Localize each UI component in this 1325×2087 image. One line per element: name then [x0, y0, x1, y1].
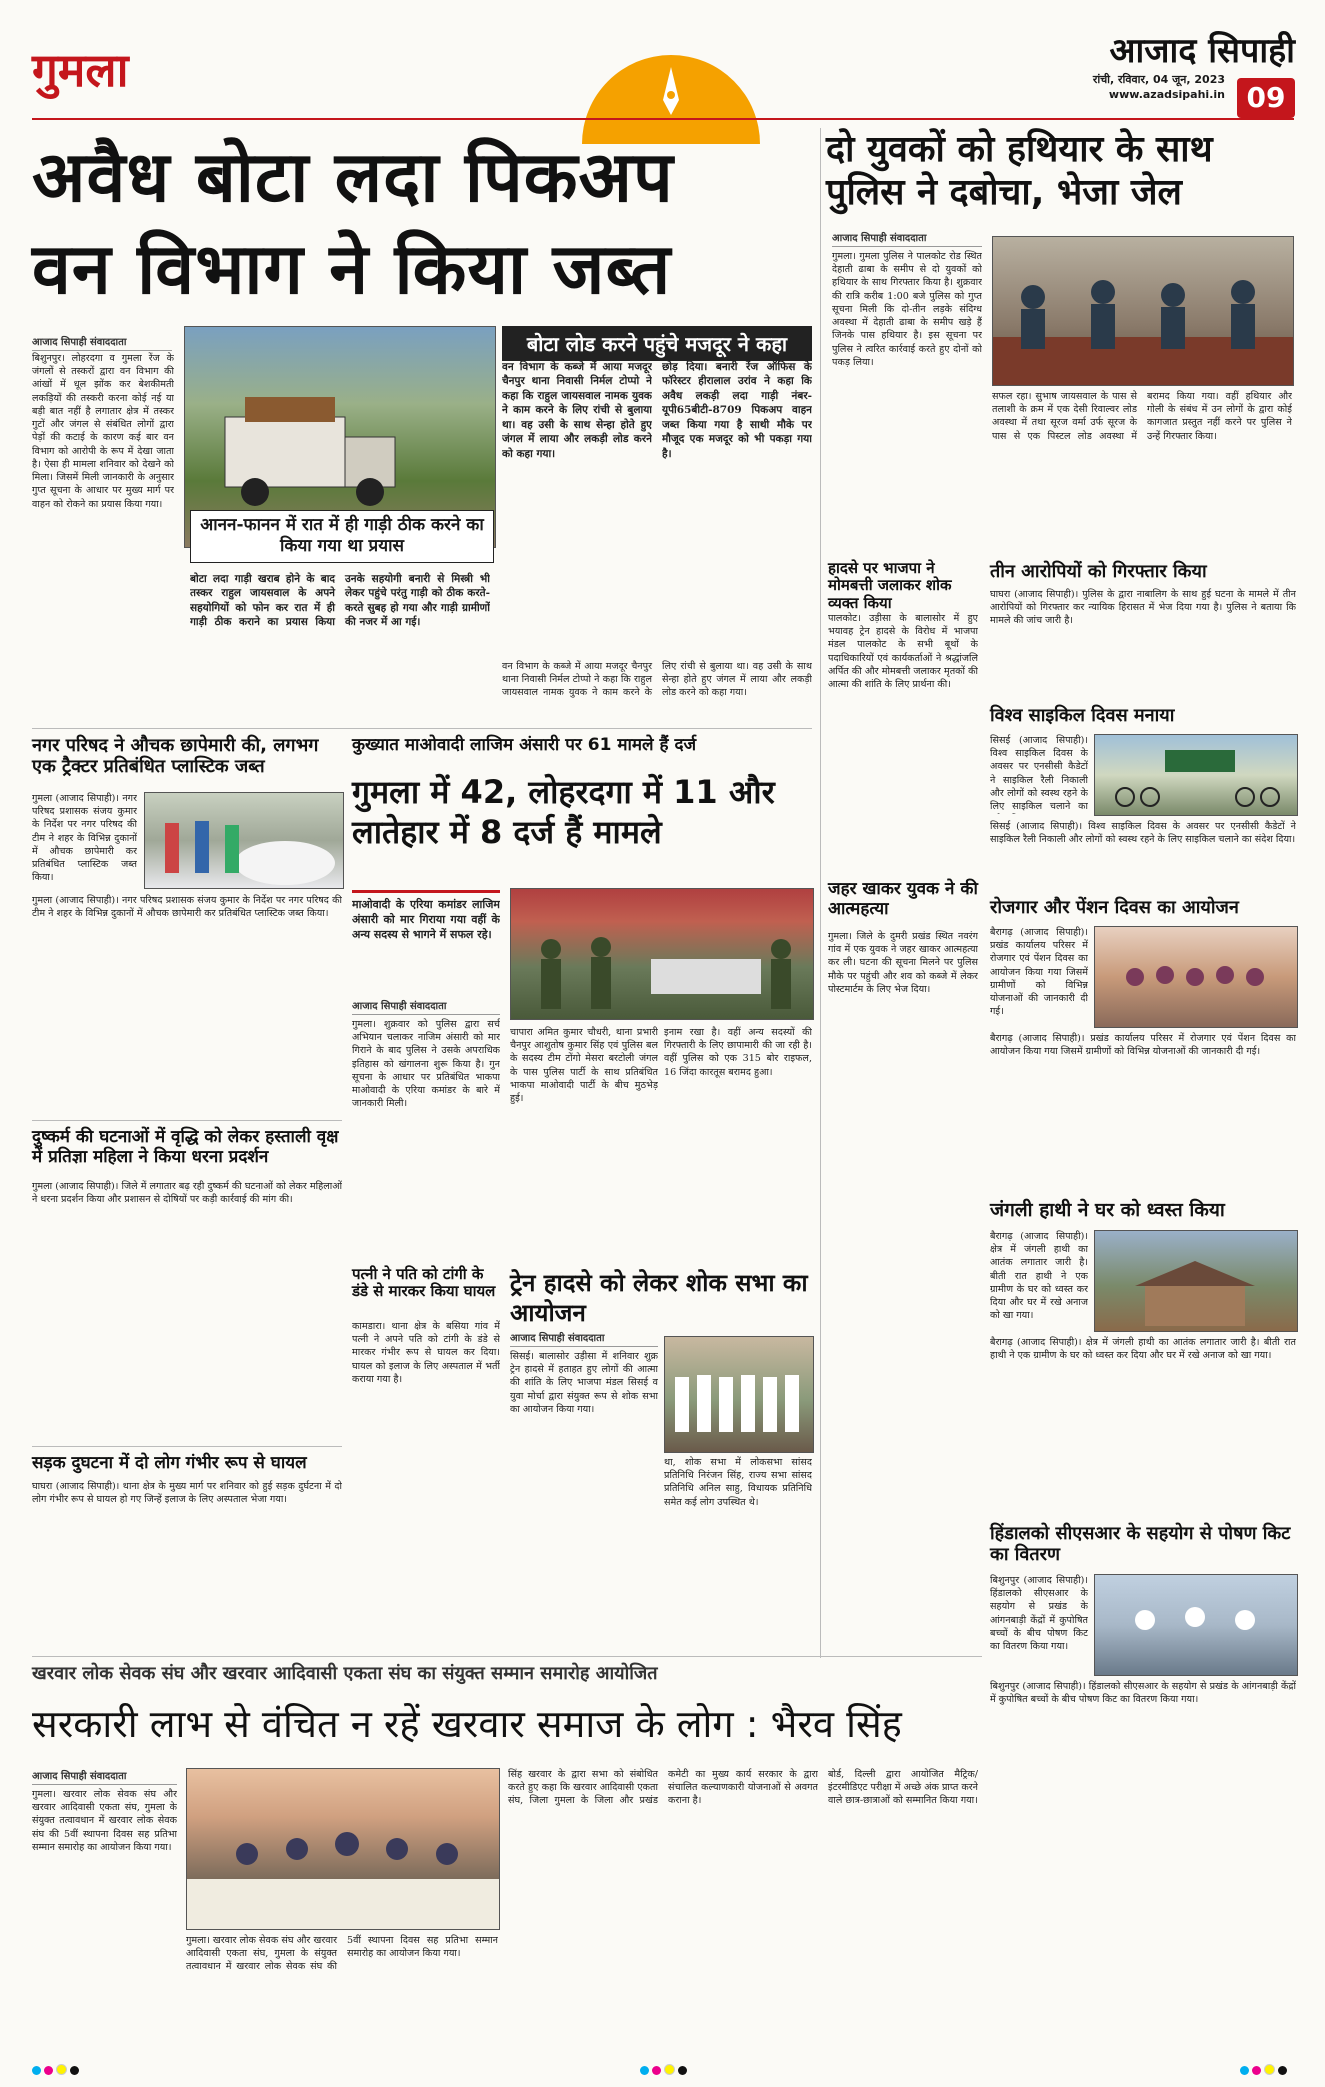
- side-headline: बोटा लोड करने पहुंचे मजदूर ने कहा: [502, 326, 812, 361]
- condolence-headline: ट्रेन हादसे को लेकर शोक सभा का आयोजन: [510, 1269, 808, 1327]
- arrest-photo: [992, 236, 1294, 386]
- train-accident-body: पालकोट। उड़ीसा के बालासोर में हुए भयावह ट्रेन हादसे के विरोध में भाजपा मंडल पालकोट के सभी बूथों के पदाधिकारियों एवं कार्यकर्ताओं ने श्रद्धांजलि अर्पित की और मोमबत्ती जलाकर मृतकों की आत्मा की शांति के लिए प्रार्थना की।: [828, 613, 978, 691]
- website: www.azadsipahi.in: [1108, 88, 1225, 101]
- employment-headline: रोजगार और पेंशन दिवस का आयोजन: [990, 897, 1239, 918]
- maoist-headline: गुमला में 42, लोहरदगा में 11 और लातेहार में 8 दर्ज हैं मामले: [352, 773, 775, 851]
- kharwar-photo: [186, 1768, 500, 1930]
- condolence-photo: [664, 1336, 814, 1453]
- masthead-rule: [32, 118, 1294, 120]
- kharwar-kicker: खरवार लोक सेवक संघ और खरवार आदिवासी एकता संघ का संयुक्त सम्मान समारोह आयोजित: [32, 1663, 658, 1684]
- train-accident-headline: हादसे पर भाजपा ने मोमबत्ती जलाकर शोक व्यक्त किया: [828, 559, 952, 612]
- plastic-body: गुमला (आजाद सिपाही)। नगर परिषद प्रशासक संजय कुमार के निर्देश पर नगर परिषद की टीम ने शहर के विभिन्न दुकानों में औचक छापेमारी कर प्रतिबंधित प्लास्टिक जब्त किया।: [32, 793, 137, 884]
- maoist-byline: आजाद सिपाही संवाददाता: [352, 998, 500, 1015]
- lead-body: बिशुनपुर। लोहरदगा व गुमला रेंज के जंगलों से तस्करों द्वारा वन विभाग की आंखों में धूल झोंक कर बेशकीमती लकड़ियों की तस्करी करना कोई नई या बड़ी बात नहीं है लगातार क्षेत्र में तस्कर गुटों और जंगल से संबंधित लोगों द्वारा पेड़ों की कटाई के कारण कई बार वन विभाग को आरोपी के रूप में देखा जाता है। ऐसा ही मामला शनिवार को देखने को मिला। जिसमें मिली जानकारी के अनुसार गुप्त सूचना के आधार पर मुख्य मार्ग पर वाहन को रोकने का प्रयास किया गया।: [32, 353, 174, 510]
- elephant-photo: [1094, 1230, 1298, 1332]
- maoist-kicker: कुख्यात माओवादी लाजिम अंसारी पर 61 मामले हैं दर्ज: [352, 735, 697, 755]
- page-number: 09: [1237, 78, 1295, 118]
- lead-byline: आजाद सिपाही संवाददाता: [32, 334, 172, 351]
- cycle-day-headline: विश्व साइकिल दिवस मनाया: [990, 705, 1175, 726]
- kharwar-body-2: सिंह खरवार के द्वारा सभा को संबोधित करते हुए कहा कि खरवार आदिवासी एकता संघ, जिला गुमला के जिला और प्रखंड कमेटी का मुख्य कार्य सरकार के द्वारा संचालित कल्याणकारी योजनाओं से अवगत कराना है।: [508, 1769, 818, 1807]
- divider: [32, 1120, 342, 1121]
- color-registration-left: [32, 2060, 82, 2079]
- color-registration-center: [640, 2060, 690, 2079]
- divider: [32, 1656, 982, 1657]
- divider: [32, 728, 812, 729]
- suicide-body: गुमला। जिले के दुमरी प्रखंड स्थित नवरंग गांव में एक युवक ने जहर खाकर आत्महत्या कर ली। घटना की सूचना मिलने पर पुलिस मौके पर पहुंची और शव को कब्जे में लेकर पोस्टमार्टम के लिए भेज दिया।: [828, 931, 978, 995]
- employment-photo: [1094, 926, 1298, 1028]
- lead-photo-caption: आनन-फानन में रात में ही गाड़ी ठीक करने का किया गया था प्रयास: [190, 510, 494, 563]
- cycle-day-body-2: सिसई (आजाद सिपाही)। विश्व साइकिल दिवस के अवसर पर एनसीसी कैडेटों ने साइकिल रैली निकाली और लोगों को स्वस्थ रहने के लिए साइकिल चलाने का संदेश दिया।: [990, 821, 1296, 846]
- cycle-photo: [1094, 734, 1298, 816]
- right-lead-body-2: सफल रहा। सुभाष जायसवाल के पास से तलाशी के क्रम में एक देसी रिवाल्वर लोड अवस्था में तथा सूरज वर्मा उर्फ सूरज के पास से एक पिस्टल लोड अवस्था में बरामद किया गया। वहीं हथियार और गोली के संबंध में उन लोगों के द्वारा कोई कागजात प्रस्तुत नहीं करने पर पुलिस ने उन्हें गिरफ्तार किया।: [992, 391, 1292, 442]
- nutrition-photo: [1094, 1574, 1298, 1676]
- elephant-body: बैरागढ़ (आजाद सिपाही)। क्षेत्र में जंगली हाथी का आतंक लगातार जारी है। बीती रात हाथी ने एक ग्रामीण के घर को ध्वस्त कर दिया और घर में रखे अनाज को खा गया।: [990, 1231, 1088, 1322]
- side-body-2: छोड़ दिया। बनारी रेंज ऑफिस के फॉरेस्टर हीरालाल उरांव ने कहा कि अवैध लकड़ी लदा गाड़ी नंबर-यूपी65बीटी-8709 पिकअप वाहन जब्त किया गया है साथी मौके पर मौजूद एक मजदूर को भी पकड़ा गया है।: [662, 361, 812, 460]
- lead-bottom-body: बोटा लदा गाड़ी खराब होने के बाद तस्कर राहुल जायसवाल के अपने सहयोगियों को फोन कर रात में ही गाड़ी ठीक कराने का प्रयास किया उनके सहयोगी बनारी से मिस्त्री भी लेकर पहुंचे परंतु गाड़ी को ठीक करते-करते सुबह हो गया और गाड़ी ग्रामीणों की नजर में आ गई।: [190, 573, 490, 629]
- maoist-body: गुमला। शुक्रवार को पुलिस द्वारा सर्च अभियान चलाकर नाजिम अंसारी को मार गिराने के बाद पुलिस ने उसके अपराधिक इतिहास को खंगालना शुरू किया है। गुन सूचना के आधार पर प्रतिबंधित भाकपा माओवादी के एरिया कमांडर के बारे में जानकारी मिली।: [352, 1019, 500, 1110]
- dharna-headline: दुष्कर्म की घटनाओं में वृद्धि को लेकर हस्ताली वृक्ष में प्रतिज्ञा महिला ने किया धरना प्रदर्शन: [32, 1127, 339, 1167]
- plastic-body-2: गुमला (आजाद सिपाही)। नगर परिषद प्रशासक संजय कुमार के निर्देश पर नगर परिषद की टीम ने शहर के विभिन्न दुकानों में औचक छापेमारी कर प्रतिबंधित प्लास्टिक जब्त किया।: [32, 895, 342, 920]
- husband-body: कामडारा। थाना क्षेत्र के बसिया गांव में पत्नी ने अपने पति को टांगी के डंडे से मारकर गंभीर रूप से घायल कर दिया। घायल को इलाज के लिए अस्पताल में भर्ती कराया गया है।: [352, 1321, 500, 1385]
- nutrition-body: बिशुनपुर (आजाद सिपाही)। हिंडालको सीएसआर के सहयोग से प्रखंड के आंगनबाड़ी केंद्रों में कुपोषित बच्चों के बीच पोषण किट का वितरण किया गया।: [990, 1575, 1088, 1653]
- maoist-body-2: चापारा अमित कुमार चौधरी, थाना प्रभारी चैनपुर आशुतोष कुमार सिंह एवं पुलिस बल के सदस्य टीम टोंगो मेसरा बरटोली जंगल के पास पुलिस पार्टी के साथ प्रतिबंधित भाकपा माओवादी पार्टी के बीच मुठभेड़ हुई।: [510, 1027, 658, 1105]
- condolence-body: सिसई। बालासोर उड़ीसा में शनिवार शुक्र ट्रेन हादसे में हताहत हुए लोगों की आत्मा की शांति के लिए भाजपा मंडल सिसई व युवा मोर्चा द्वारा संयुक्त रूप से शोक सभा का आयोजन किया गया।: [510, 1351, 658, 1415]
- right-lead-byline: आजाद सिपाही संवाददाता: [832, 230, 982, 247]
- lead-bottom-body-2: वन विभाग के कब्जे में आया मजदूर चैनपुर थाना निवासी निर्मल टोप्पो ने कहा कि राहुल जायसवाल नामक युवक ने काम करने के लिए रांची से बुलाया था। वह उसी के साथ सेन्हा होते हुए जंगल में लाया और लकड़ी लोड करने को कहा गया।: [502, 661, 812, 699]
- employment-body: बैरागढ़ (आजाद सिपाही)। प्रखंड कार्यालय परिसर में रोजगार एवं पेंशन दिवस का आयोजन किया गया जिसमें ग्रामीणों को विभिन्न योजनाओं की जानकारी दी गई।: [990, 927, 1088, 1018]
- elephant-body-2: बैरागढ़ (आजाद सिपाही)। क्षेत्र में जंगली हाथी का आतंक लगातार जारी है। बीती रात हाथी ने एक ग्रामीण के घर को ध्वस्त कर दिया और घर में रखे अनाज को खा गया।: [990, 1337, 1296, 1362]
- color-registration-right: [1240, 2060, 1290, 2079]
- right-lead-body: गुमला। गुमला पुलिस ने पालकोट रोड स्थित देहाती ढाबा के समीप से दो युवकों को हथियार के साथ गिरफ्तार किया है। शुक्रवार की रात्रि करीब 1:00 बजे पुलिस को गुप्त सूचना मिली कि दो-तीन लड़के संदिग्ध अवस्था में देहाती ढाबा के समीप खड़े हैं जिनके पास हथियार है। इस सूचना पर पुलिस ने त्वरित कार्रवाई करते हुए दोनों को पकड़ लिया।: [832, 251, 982, 368]
- column-rule: [820, 128, 821, 1658]
- right-lead-headline: दो युवकों को हथियार के साथ पुलिस ने दबोचा, भेजा जेल: [826, 129, 1213, 214]
- kharwar-body-3: बोर्ड, दिल्ली द्वारा आयोजित मैट्रिक/इंटरमीडिएट परीक्षा में अच्छे अंक प्राप्त करने वाले छात्र-छात्राओं को सम्मानित किया गया।: [828, 1769, 978, 1807]
- cycle-day-body: सिसई (आजाद सिपाही)। विश्व साइकिल दिवस के अवसर पर एनसीसी कैडेटों ने साइकिल रैली निकाली और लोगों को स्वस्थ रहने के लिए साइकिल चलाने का: [990, 735, 1088, 813]
- section-title: गुमला: [32, 43, 129, 97]
- maoist-quote: माओवादी के एरिया कमांडर लाजिम अंसारी को मार गिराया गया वहीं के अन्य सदस्य से भागने में सफल रहे।: [352, 890, 500, 997]
- maoist-body-3: इनाम रखा है। वहीं अन्य सदस्यों की गिरफ्तारी के लिए छापामारी की जा रही है। वहीं पुलिस को एक 315 बोर राइफल, 16 जिंदा कारतूस बरामद हुआ।: [664, 1027, 812, 1078]
- husband-headline: पत्नी ने पति को टांगी के डंडे से मारकर किया घायल: [352, 1265, 496, 1301]
- paper-name: आजाद सिपाही: [1109, 31, 1295, 71]
- three-accused-body: घाघरा (आजाद सिपाही)। पुलिस के द्वारा नाबालिग के साथ हुई घटना के मामले में तीन आरोपियों को गिरफ्तार कर न्यायिक हिरासत में भेज दिया गया है। पुलिस ने बताया कि मामले की जांच जारी है।: [990, 589, 1296, 627]
- condolence-body-2: था, शोक सभा में लोकसभा सांसद प्रतिनिधि निरंजन सिंह, राज्य सभा सांसद प्रतिनिधि अनिल साहु, विधायक प्रतिनिधि समेत कई लोग उपस्थित थे।: [664, 1457, 812, 1508]
- side-body: वन विभाग के कब्जे में आया मजदूर चैनपुर थाना निवासी निर्मल टोप्पो ने कहा कि राहुल जायसवाल नामक युवक ने काम करने के लिए रांची से बुलाया था। वह उसी के साथ सेन्हा होते हुए जंगल में लाया और लकड़ी लोड करने को कहा गया।: [502, 361, 652, 460]
- kharwar-byline: आजाद सिपाही संवाददाता: [32, 1768, 177, 1785]
- masthead: [0, 0, 1325, 120]
- nutrition-body-2: बिशुनपुर (आजाद सिपाही)। हिंडालको सीएसआर के सहयोग से प्रखंड के आंगनबाड़ी केंद्रों में कुपोषित बच्चों के बीच पोषण किट का वितरण किया गया।: [990, 1681, 1296, 1706]
- lead-headline-1: अवैध बोटा लदा पिकअप: [32, 136, 674, 218]
- sun-logo: [582, 55, 760, 144]
- employment-body-2: बैरागढ़ (आजाद सिपाही)। प्रखंड कार्यालय परिसर में रोजगार एवं पेंशन दिवस का आयोजन किया गया जिसमें ग्रामीणों को विभिन्न योजनाओं की जानकारी दी गई।: [990, 1033, 1296, 1058]
- plastic-photo: [144, 792, 344, 889]
- dharna-body: गुमला (आजाद सिपाही)। जिले में लगातार बढ़ रही दुष्कर्म की घटनाओं को लेकर महिलाओं ने धरना प्रदर्शन किया और प्रशासन से दोषियों पर कड़ी कार्रवाई की मांग की।: [32, 1181, 342, 1206]
- condolence-byline: आजाद सिपाही संवाददाता: [510, 1330, 658, 1347]
- dateline: रांची, रविवार, 04 जून, 2023: [1092, 73, 1225, 86]
- divider: [32, 1446, 342, 1447]
- maoist-photo: [510, 888, 814, 1020]
- kharwar-body-under-photo: गुमला। खरवार लोक सेवक संघ और खरवार आदिवासी एकता संघ, गुमला के संयुक्त तत्वावधान में खरवार लोक सेवक संघ की 5वीं स्थापना दिवस सह प्रतिभा सम्मान समारोह का आयोजन किया गया।: [186, 1935, 498, 1973]
- plastic-headline: नगर परिषद ने औचक छापेमारी की, लगभग एक ट्रैक्टर प्रतिबंधित प्लास्टिक जब्त: [32, 735, 319, 777]
- kharwar-headline: सरकारी लाभ से वंचित न रहें खरवार समाज के लोग : भैरव सिंह: [32, 1702, 902, 1746]
- road-accident-headline: सड़क दुघटना में दो लोग गंभीर रूप से घायल: [32, 1453, 307, 1473]
- road-accident-body: घाघरा (आजाद सिपाही)। थाना क्षेत्र के मुख्य मार्ग पर शनिवार को हुई सड़क दुर्घटना में दो लोग गंभीर रूप से घायल हो गए जिन्हें इलाज के लिए अस्पताल भेजा गया।: [32, 1481, 342, 1506]
- nutrition-headline: हिंडालको सीएसआर के सहयोग से पोषण किट का वितरण: [990, 1523, 1291, 1565]
- elephant-headline: जंगली हाथी ने घर को ध्वस्त किया: [990, 1199, 1225, 1221]
- three-accused-headline: तीन आरोपियों को गिरफ्तार किया: [990, 561, 1207, 582]
- lead-headline-2: वन विभाग ने किया जब्त: [32, 228, 672, 310]
- suicide-headline: जहर खाकर युवक ने की आत्महत्या: [828, 879, 978, 919]
- kharwar-body: गुमला। खरवार लोक सेवक संघ और खरवार आदिवासी एकता संघ, गुमला के संयुक्त तत्वावधान में खरवार लोक सेवक संघ की 5वीं स्थापना दिवस सह प्रतिभा सम्मान समारोह का आयोजन किया गया।: [32, 1789, 177, 1853]
